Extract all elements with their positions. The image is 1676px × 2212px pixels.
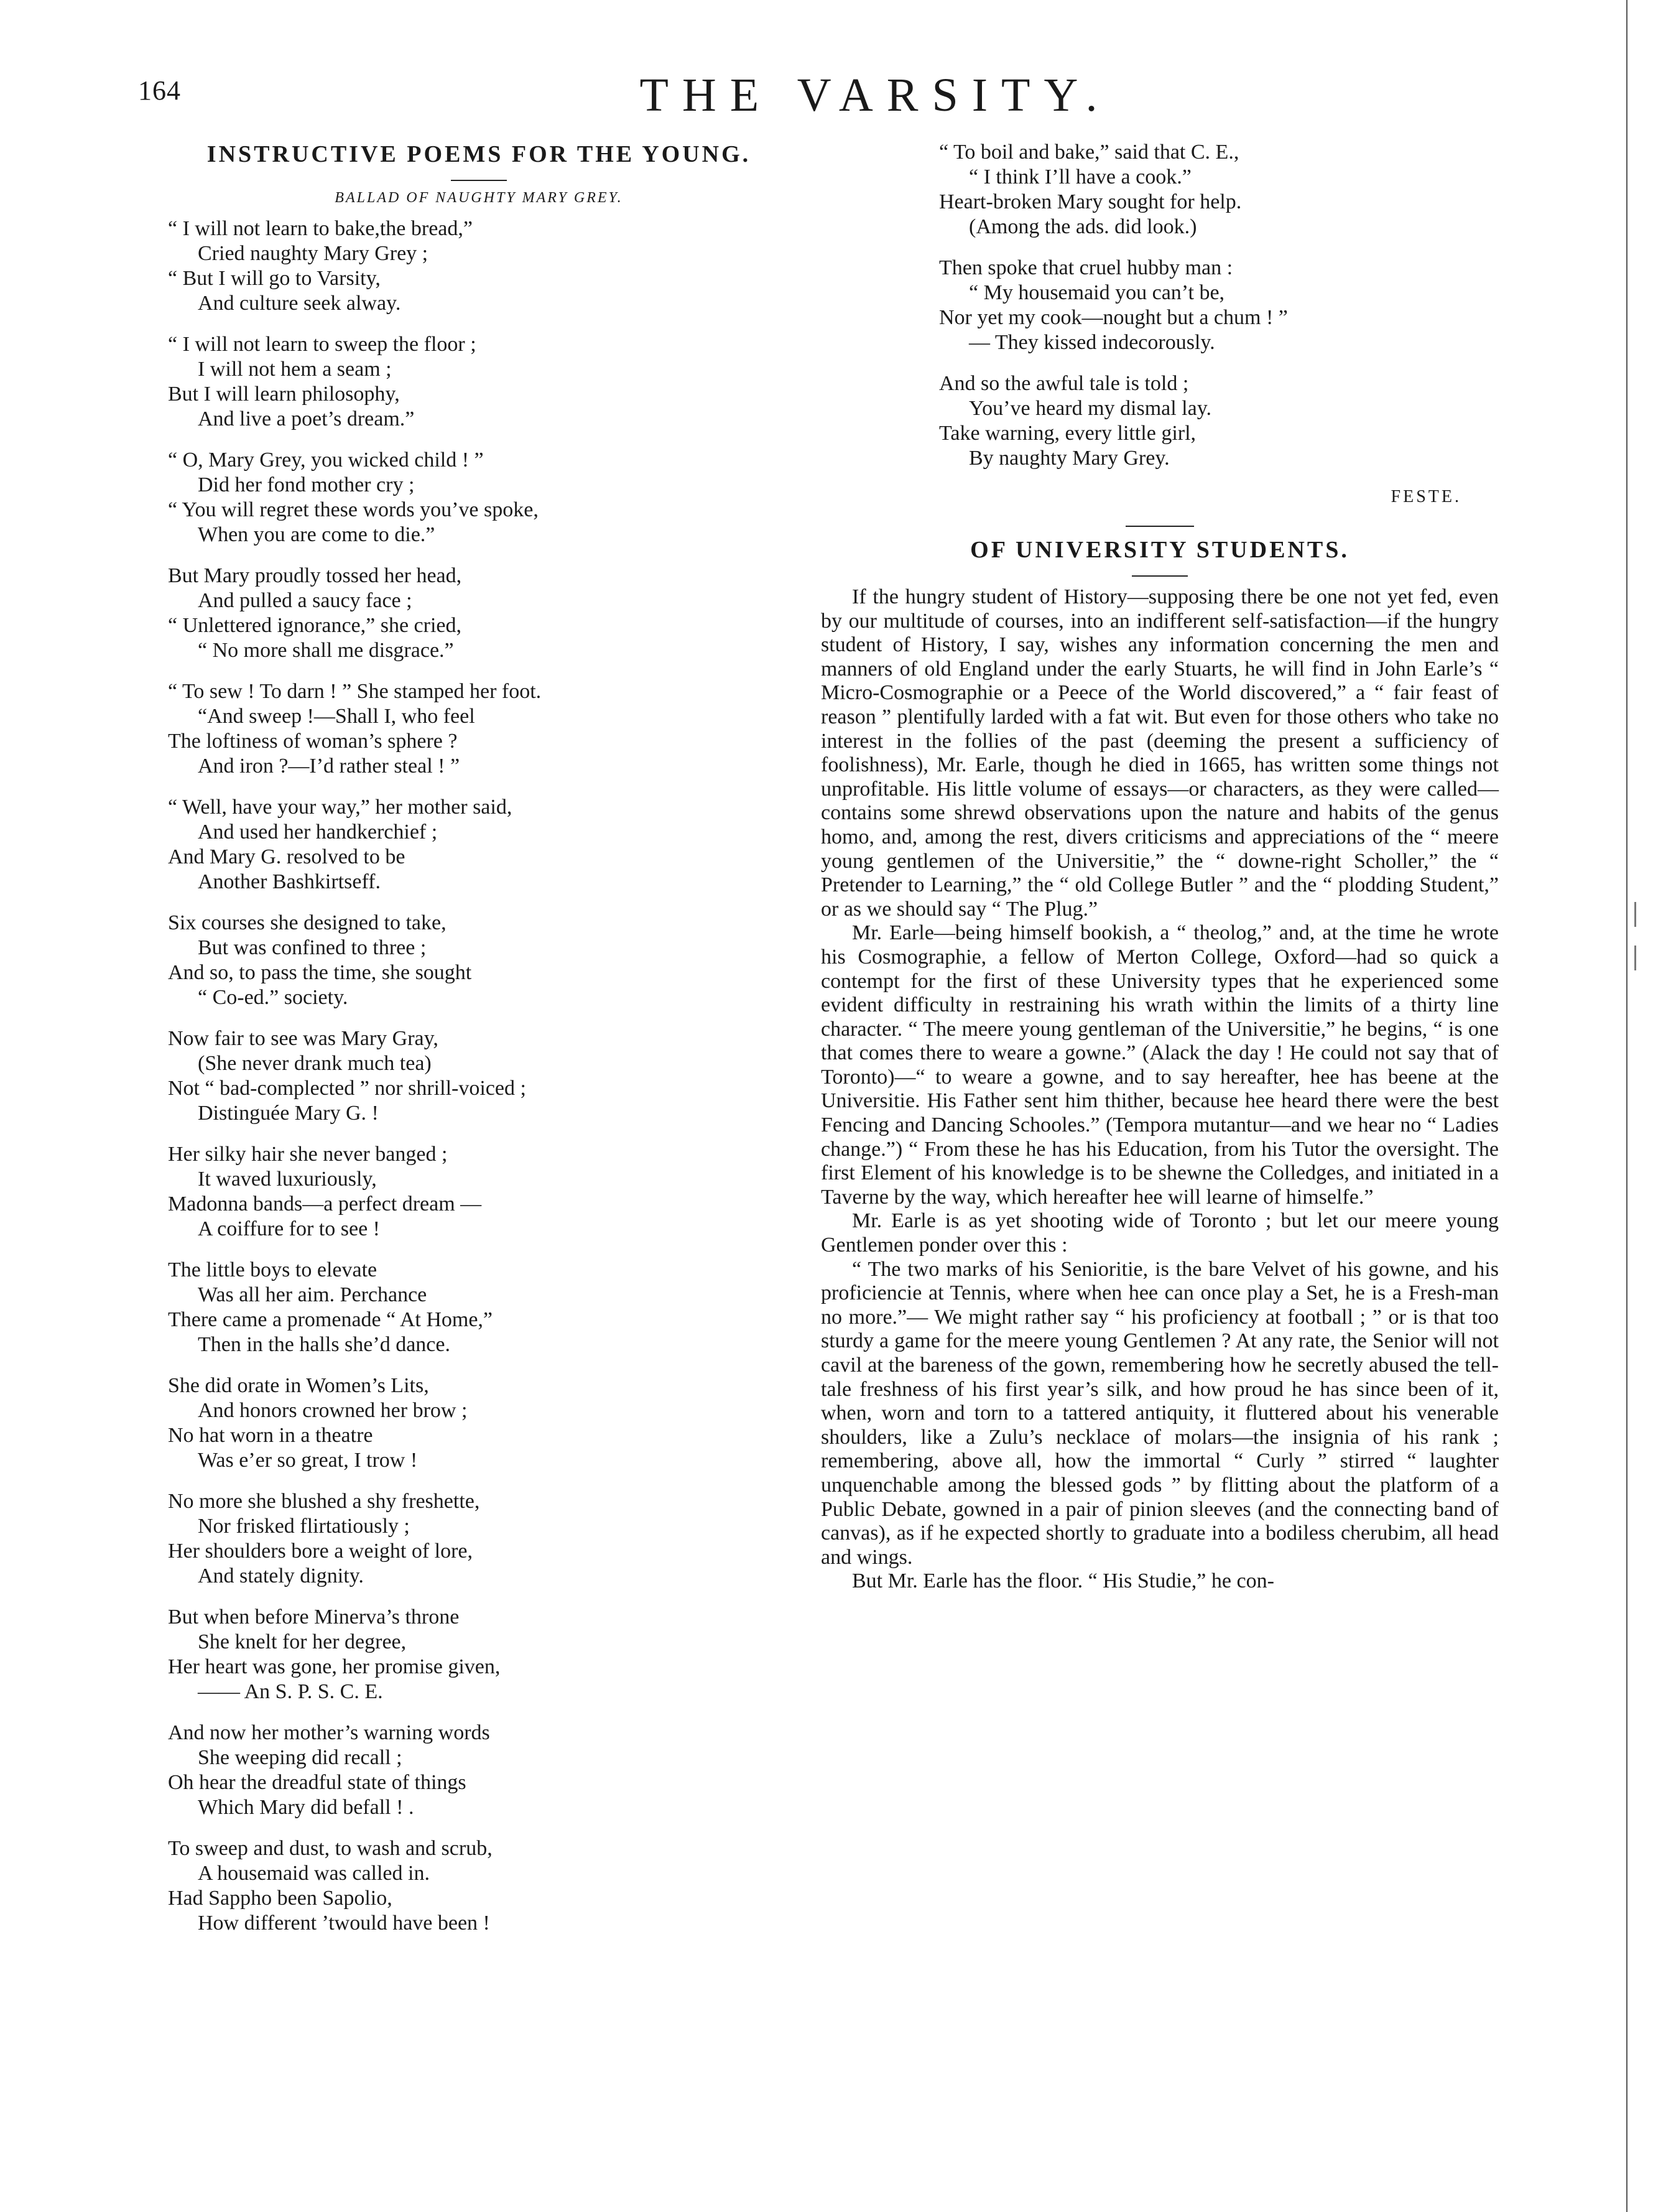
poem-line: And iron ?—I’d rather steal ! ” xyxy=(198,755,460,778)
essay-paragraph: But Mr. Earle has the floor. “ His Studie,” he con- xyxy=(852,1569,1274,1593)
poem-line: Had Sappho been Sapolio, xyxy=(168,1887,392,1910)
poem-line: Oh hear the dreadful state of things xyxy=(168,1771,466,1794)
poem-stanza xyxy=(168,795,790,895)
title-rule xyxy=(451,180,507,181)
poem-line: How different ’twould have been ! xyxy=(198,1912,490,1935)
poem-line: “ My housemaid you can’t be, xyxy=(969,281,1225,304)
poem-line: “ Co-ed.” society. xyxy=(198,986,348,1009)
poem-line: Her heart was gone, her promise given, xyxy=(168,1655,501,1678)
poem-stanza xyxy=(168,911,790,1010)
poem-stanza xyxy=(168,679,790,779)
poem-line: And Mary G. resolved to be xyxy=(168,845,405,868)
poem-signature: FESTE. xyxy=(1391,487,1461,506)
poem-line: I will not hem a seam ; xyxy=(198,358,392,381)
poem-line: “ I will not learn to bake,the bread,” xyxy=(168,217,473,240)
poem-stanza xyxy=(939,256,1499,355)
poem-stanza xyxy=(168,448,790,547)
poem-stanza xyxy=(168,1142,790,1242)
poem-stanza xyxy=(168,564,790,663)
poem-line: Which Mary did befall ! . xyxy=(198,1796,414,1819)
poem-stanza xyxy=(939,140,1499,239)
poem-line: A coiffure for to see ! xyxy=(198,1217,380,1240)
poem-line: “ Well, have your way,” her mother said, xyxy=(168,796,512,819)
poem-line: —— An S. P. S. C. E. xyxy=(198,1680,383,1703)
poem-line: “ I think I’ll have a cook.” xyxy=(969,165,1192,188)
poem-line: “ You will regret these words you’ve spoke, xyxy=(168,498,539,521)
poem-line: She did orate in Women’s Lits, xyxy=(168,1374,429,1397)
poem-line: Take warning, every little girl, xyxy=(939,422,1197,445)
poem-line: Then in the halls she’d dance. xyxy=(198,1333,450,1356)
poem-line: Distinguée Mary G. ! xyxy=(198,1102,379,1125)
poem-line: Did her fond mother cry ; xyxy=(198,473,415,496)
essay-paragraph: Mr. Earle is as yet shooting wide of Toronto ; but let our meere young Gentlemen ponder over this : xyxy=(821,1209,1499,1257)
poem-subtitle: BALLAD OF NAUGHTY MARY GREY. xyxy=(335,190,623,206)
poem-line: Madonna bands—a perfect dream — xyxy=(168,1192,482,1215)
poem-line: There came a promenade “ At Home,” xyxy=(168,1308,493,1331)
poem-line: When you are come to die.” xyxy=(198,523,435,546)
poem-line: And so the awful tale is told ; xyxy=(939,372,1189,395)
poem-line: She weeping did recall ; xyxy=(198,1746,402,1769)
poem-line: But was confined to three ; xyxy=(198,936,427,959)
poem-stanza xyxy=(168,1605,790,1704)
poem-line: “And sweep !—Shall I, who feel xyxy=(198,705,475,728)
poem-line: By naughty Mary Grey. xyxy=(969,447,1170,470)
poem-line: And stately dignity. xyxy=(198,1564,364,1587)
poem-line: (She never drank much tea) xyxy=(198,1052,432,1075)
essay-paragraph: “ The two marks of his Senioritie, is the bare Velvet of his gowne, and his proficiencie at Tennis, where when hee can once play a Set, he is a Fresh-man no more.”— We might rather say “ his proficiency at football ; ” or is that too sturdy a game for the meere young Gentlemen ? At any rate, the Senior will not cavil at the bareness of the gown, remembering how he secretly abused the tell-tale freshness of his first year’s silk, and how proud he has since been of it, when, worn and torn to a tattered antiquity, it fluttered about his venerable shoulders, like a Zulu’s necklace of molars—the insignia of his rank ; remembering, above all, how the immortal “ Curly ” stirred “ laughter unquenchable among the blessed gods ” by flitting about the platform of a Public Debate, gowned in a pair of pinion sleeves (and the connecting band of canvas), as if he expected shortly to graduate into a bodiless cherubim, all head and wings. xyxy=(821,1257,1499,1569)
poem-line: Was e’er so great, I trow ! xyxy=(198,1449,418,1472)
poem-line: (Among the ads. did look.) xyxy=(969,215,1197,238)
page-number: 164 xyxy=(138,75,181,106)
poem-stanza xyxy=(168,1721,790,1820)
poem-line: And pulled a saucy face ; xyxy=(198,589,412,612)
poem-line: A housemaid was called in. xyxy=(198,1862,430,1885)
poem-line: Cried naughty Mary Grey ; xyxy=(198,242,428,265)
left-column xyxy=(168,140,790,1952)
poem-line: The loftiness of woman’s sphere ? xyxy=(168,730,458,753)
poem-line: “ To boil and bake,” said that C. E., xyxy=(939,141,1239,164)
poem-line: And culture seek alway. xyxy=(198,292,401,315)
poem-stanza xyxy=(168,1373,790,1473)
poem-line: But when before Minerva’s throne xyxy=(168,1606,460,1629)
poem-line: Her shoulders bore a weight of lore, xyxy=(168,1540,473,1563)
poem-line: — They kissed indecorously. xyxy=(969,331,1215,354)
section-rule xyxy=(1126,526,1194,527)
poem-line: And now her mother’s warning words xyxy=(168,1721,490,1744)
poem-line: Six courses she designed to take, xyxy=(168,911,447,934)
poem-line: Now fair to see was Mary Gray, xyxy=(168,1027,438,1050)
poem-line: But I will learn philosophy, xyxy=(168,383,400,406)
poem-line: Not “ bad-complected ” nor shrill-voiced ; xyxy=(168,1077,526,1100)
right-column xyxy=(821,140,1499,1594)
poem-line: “ No more shall me disgrace.” xyxy=(198,639,454,662)
poem-line: And live a poet’s dream.” xyxy=(198,407,415,430)
essay-title: OF UNIVERSITY STUDENTS. xyxy=(970,537,1350,563)
poem-stanza xyxy=(168,1836,790,1936)
poem-line: But Mary proudly tossed her head, xyxy=(168,564,462,587)
poem-line: And so, to pass the time, she sought xyxy=(168,961,472,984)
poem-line: “ To sew ! To darn ! ” She stamped her foot. xyxy=(168,680,542,703)
poem-line: And used her handkerchief ; xyxy=(198,820,438,843)
poem-body-right xyxy=(821,140,1499,471)
poem-line: “ But I will go to Varsity, xyxy=(168,267,381,290)
poem-line: Another Bashkirtseff. xyxy=(198,870,381,893)
poem-line: Nor yet my cook—nought but a chum ! ” xyxy=(939,306,1288,329)
poem-stanza xyxy=(168,1026,790,1126)
poem-line: “ I will not learn to sweep the floor ; xyxy=(168,333,476,356)
poem-stanza xyxy=(168,1489,790,1589)
margin-mark xyxy=(1634,946,1636,970)
poem-stanza xyxy=(168,216,790,316)
poem-line: She knelt for her degree, xyxy=(198,1630,407,1653)
poem-line: No more she blushed a shy freshette, xyxy=(168,1490,480,1513)
margin-mark xyxy=(1634,902,1636,927)
poem-line: Her silky hair she never banged ; xyxy=(168,1143,448,1166)
poem-line: Was all her aim. Perchance xyxy=(198,1283,427,1306)
poem-line: And honors crowned her brow ; xyxy=(198,1399,468,1422)
essay-paragraph: Mr. Earle—being himself bookish, a “ theolog,” and, at the time he wrote his Cosmographie, a fellow of Merton College, Oxford—had so quick a contempt for the first of these University types that he experienced some evident difficulty in restraining his wrath within the limits of a thirty line character. “ The meere young gentleman of the Universitie,” he begins, “ is one that comes there to weare a gowne.” (Alack the day ! He could not say that of Toronto)—“ to weare a gowne, and to say hereafter, hee has beene at the Universitie. His Father sent him thither, because hee heard there were the best Fencing and Dancing Schooles.” (Tempora mutantur—and we hear no “ Ladies change.”) “ From these he has his Education, from his Tutor the oversight. The first Element of his knowledge is to be shewne the Colledges, and initiated in a Taverne by the way, which hereafter hee will learne of himselfe.” xyxy=(821,921,1499,1209)
poem-line: Nor frisked flirtatiously ; xyxy=(198,1515,410,1538)
page-edge-line xyxy=(1626,0,1627,2212)
poem-body-left xyxy=(168,216,790,1936)
poem-line: Heart-broken Mary sought for help. xyxy=(939,190,1242,213)
poem-line: You’ve heard my dismal lay. xyxy=(969,397,1212,420)
essay-paragraph: If the hungry student of History—supposing there be one not yet fed, even by our multitude of courses, into an indifferent self-satisfaction—if the hungry student of History, I say, wishes any information concerning the men and manners of old England under the early Stuarts, he will find in John Earle’s “ Micro-Cosmographie or a Peece of the World discovered,” a “ fair feast of reason ” plentifully larded with a fat wit. But even for those others who take no interest in the follies of the past (deeming the present a sufficiency of foolishness), Mr. Earle, though he died in 1665, has written some things not unprofitable. His little volume of essays—or characters, as they were called—contains some shrewd observations upon the nature and habits of the genus homo, and, among the rest, divers criticisms and appreciations of the “ meere young gentlemen of the Universitie,” the “ downe-right Scholler,” the “ Pretender to Learning,” the “ old College Butler ” and the “ plodding Student,” or as we should say “ The Plug.” xyxy=(821,585,1499,921)
essay-title-rule xyxy=(1132,575,1188,577)
essay-body xyxy=(821,585,1499,1594)
poem-stanza xyxy=(168,332,790,432)
poem-title: INSTRUCTIVE POEMS FOR THE YOUNG. xyxy=(206,141,751,167)
poem-line: No hat worn in a theatre xyxy=(168,1424,373,1447)
poem-stanza xyxy=(939,371,1499,471)
poem-line: The little boys to elevate xyxy=(168,1258,377,1281)
poem-line: To sweep and dust, to wash and scrub, xyxy=(168,1837,493,1860)
poem-stanza xyxy=(168,1258,790,1357)
poem-line: “ Unlettered ignorance,” she cried, xyxy=(168,614,461,637)
masthead: THE VARSITY. xyxy=(639,69,1111,121)
poem-line: “ O, Mary Grey, you wicked child ! ” xyxy=(168,448,484,472)
poem-line: It waved luxuriously, xyxy=(198,1168,377,1191)
poem-line: Then spoke that cruel hubby man : xyxy=(939,256,1233,279)
